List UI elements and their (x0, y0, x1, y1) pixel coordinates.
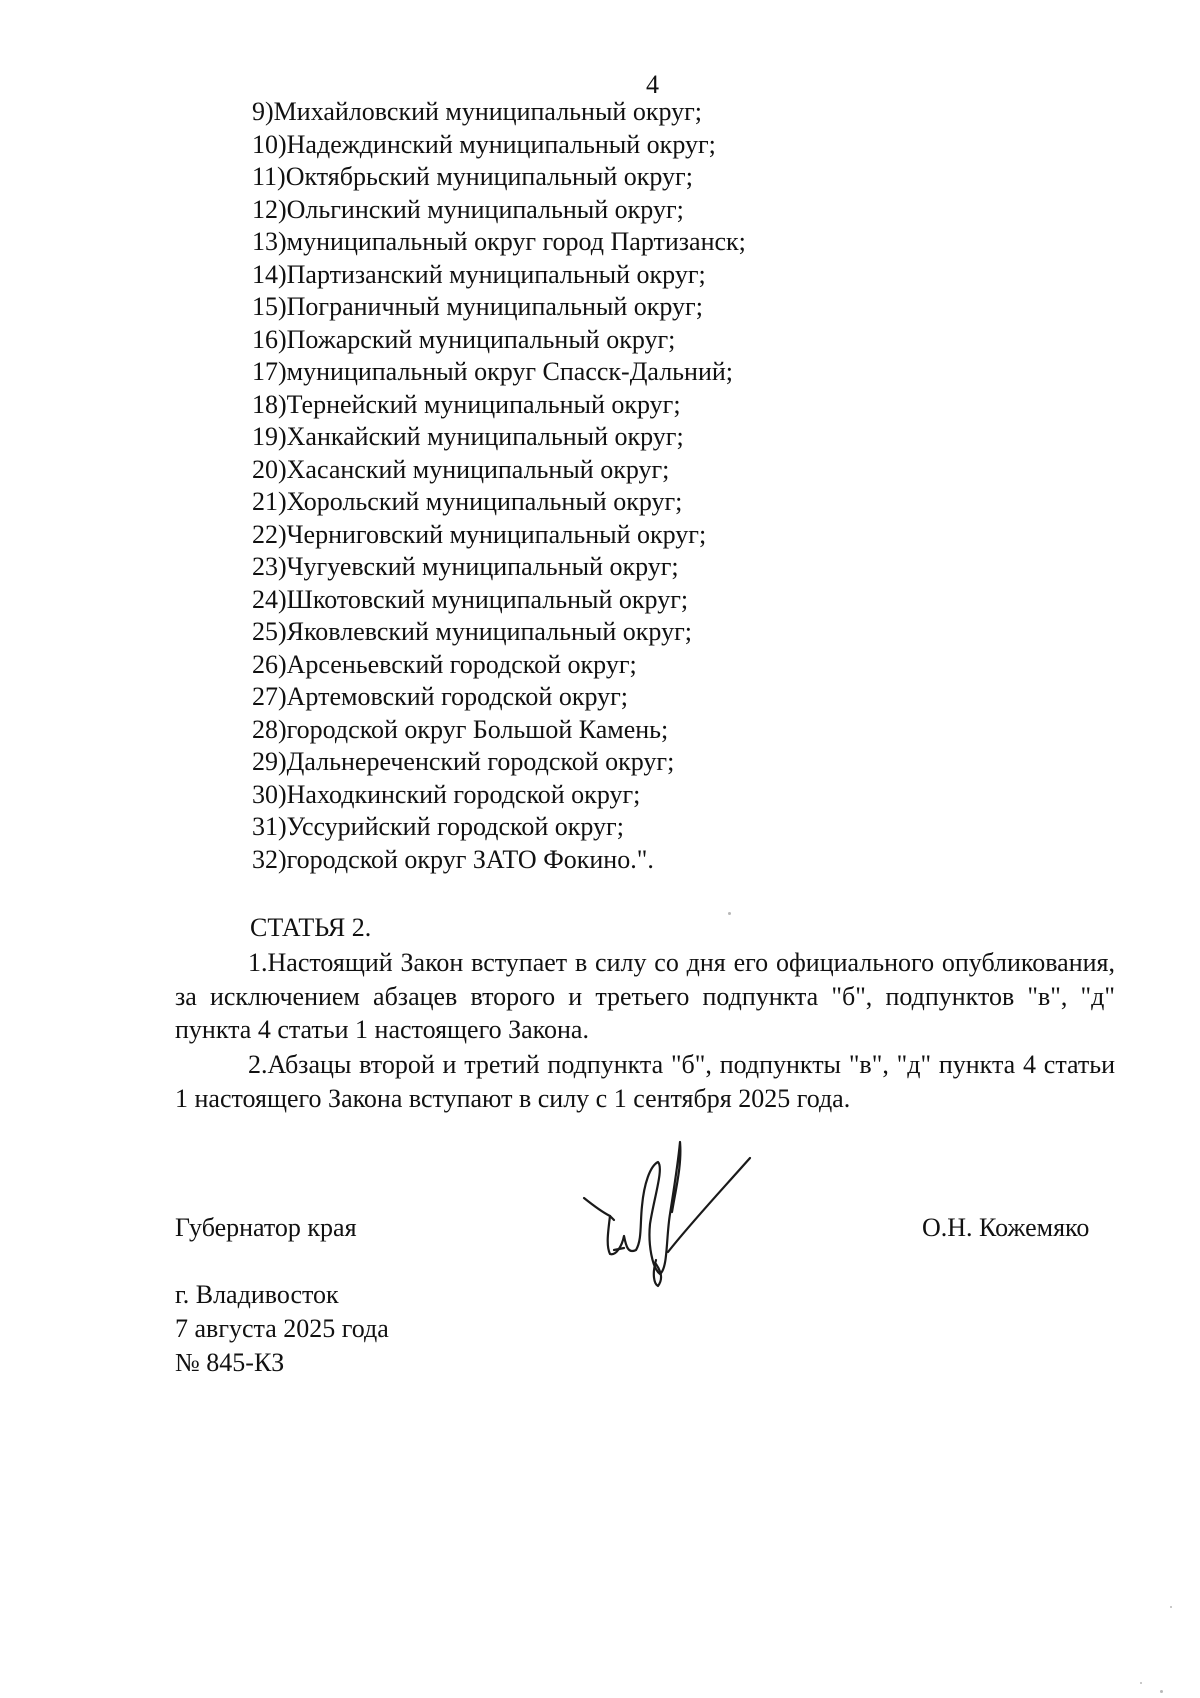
article-heading: СТАТЬЯ 2. (250, 913, 372, 942)
scan-speck (1160, 1690, 1163, 1693)
list-item: 18)Тернейский муниципальный округ; (252, 389, 681, 419)
list-item: 32)городской округ ЗАТО Фокино.". (252, 844, 654, 874)
list-item: 11)Октябрьский муниципальный округ; (252, 162, 693, 191)
signature-stroke (608, 1142, 681, 1274)
list-item: 22)Черниговский муниципальный округ; (252, 519, 707, 549)
list-item: 14)Партизанский муниципальный округ; (252, 259, 706, 289)
article-paragraph-1: 1.Настоящий Закон вступает в силу со дня его официального опубликования, за исключением абзацев второго и третьего подпункта "б", подпунктов "в", "д" пункта 4 статьи 1 настоящего Закона. (175, 948, 1115, 1044)
list-item: 23)Чугуевский муниципальный округ; (252, 552, 679, 581)
list-item: 31)Уссурийский городской округ; (252, 812, 624, 841)
list-item: 19)Ханкайский муниципальный округ; (252, 422, 684, 451)
list-item: 15)Пограничный муниципальный округ; (252, 292, 703, 321)
scan-speck (1170, 1606, 1172, 1608)
scan-speck (728, 912, 731, 915)
footer-date: 7 августа 2025 года (175, 1314, 389, 1343)
signature-image (580, 1128, 760, 1288)
list-item: 16)Пожарский муниципальный округ; (252, 324, 676, 354)
list-item: 17)муниципальный округ Спасск-Дальний; (252, 357, 733, 386)
scan-speck (1140, 1682, 1142, 1684)
document-footer (175, 1278, 389, 1380)
list-item: 26)Арсеньевский городской округ; (252, 649, 637, 679)
list-item: 20)Хасанский муниципальный округ; (252, 454, 670, 484)
signature-stroke (668, 1158, 750, 1252)
list-item: 27)Артемовский городской округ; (252, 682, 629, 711)
footer-number: № 845-КЗ (175, 1348, 285, 1377)
list-item: 21)Хорольский муниципальный округ; (252, 487, 683, 516)
list-item: 12)Ольгинский муниципальный округ; (252, 194, 684, 224)
list-item: 9)Михайловский муниципальный округ; (252, 97, 702, 126)
list-item: 13)муниципальный округ город Партизанск; (252, 227, 746, 256)
municipality-list (252, 96, 746, 876)
list-item: 10)Надеждинский муниципальный округ; (252, 129, 716, 159)
signer-name: О.Н. Кожемяко (922, 1213, 1090, 1242)
list-item: 29)Дальнереченский городской округ; (252, 747, 675, 776)
list-item: 30)Находкинский городской округ; (252, 779, 641, 809)
signature-stroke (614, 1248, 624, 1250)
article-paragraph-2: 2.Абзацы второй и третий подпункта "б", подпункты "в", "д" пункта 4 статьи 1 настоящего Закона вступают в силу с 1 сентября 2025 года. (175, 1050, 1115, 1113)
list-item: 25)Яковлевский муниципальный округ; (252, 617, 692, 646)
signer-title: Губернатор края (175, 1213, 357, 1242)
footer-city: г. Владивосток (175, 1280, 339, 1309)
list-item: 24)Шкотовский муниципальный округ; (252, 584, 689, 614)
list-item: 28)городской округ Большой Камень; (252, 714, 669, 744)
page-number: 4 (646, 70, 659, 99)
